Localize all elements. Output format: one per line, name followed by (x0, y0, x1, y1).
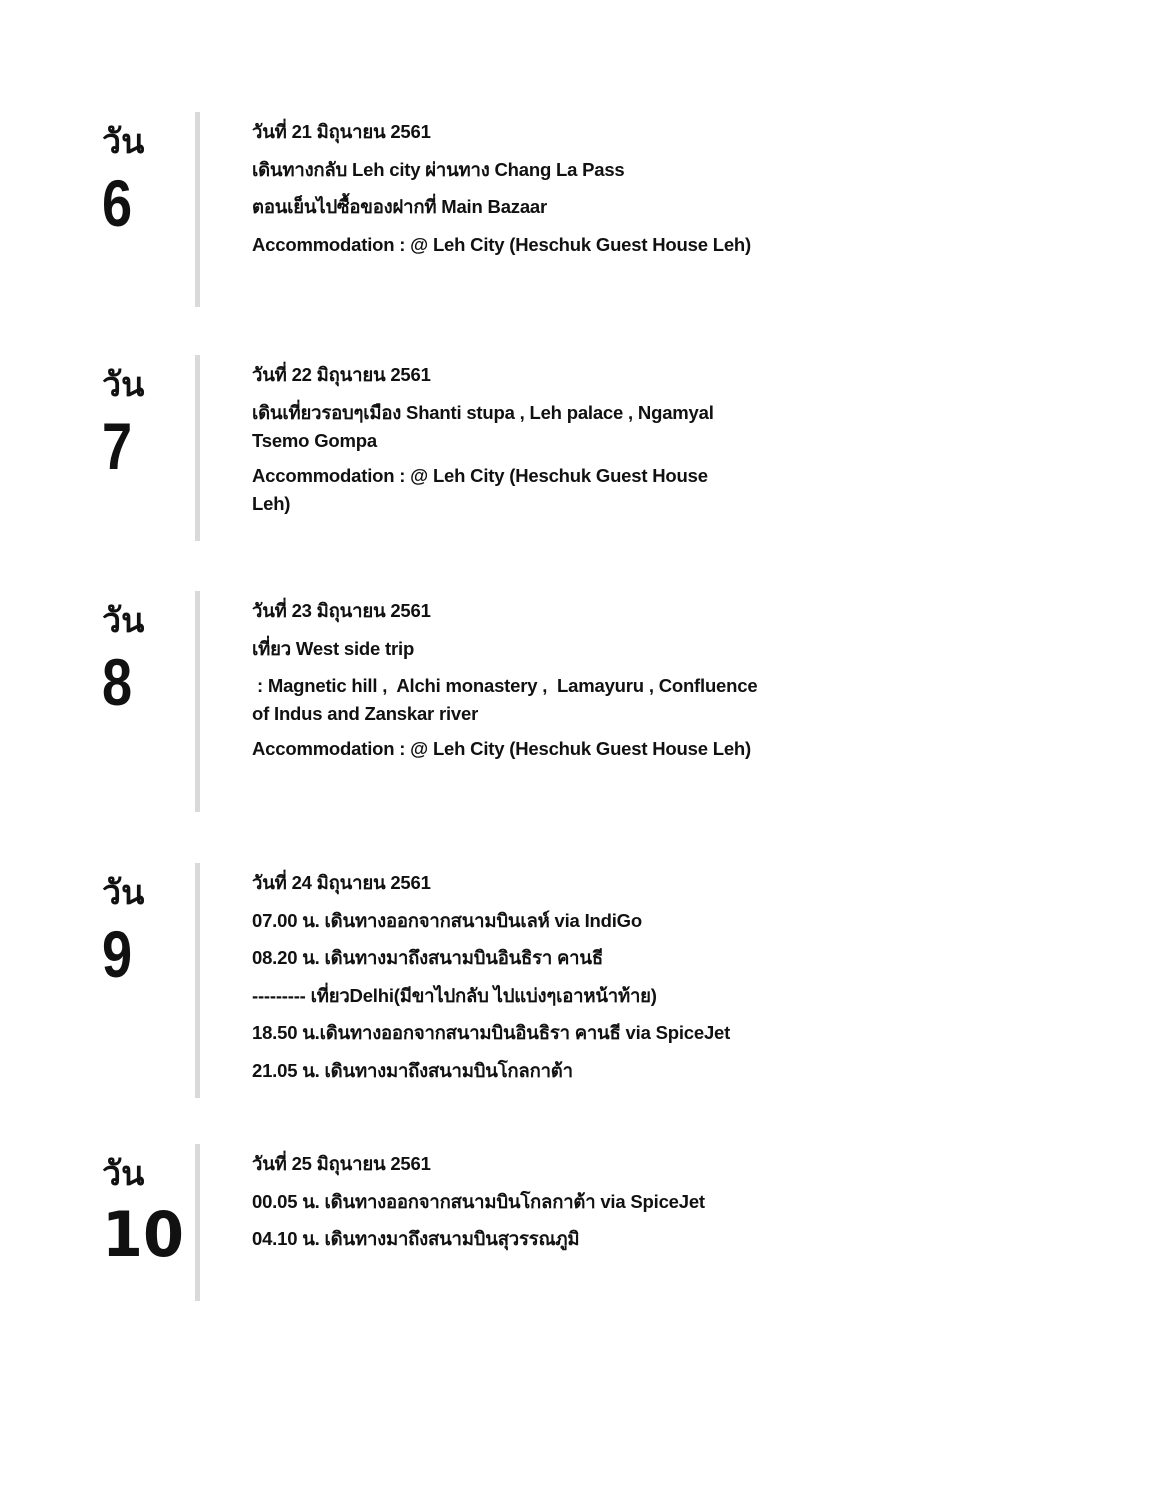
day-divider (195, 863, 200, 1098)
itinerary-line: 21.05 น. เดินทางมาถึงสนามบินโกลกาต้า (252, 1059, 573, 1081)
day-label: วัน (102, 1154, 145, 1194)
itinerary-line: : Magnetic hill , Alchi monastery , Lamayuru , Confluence of Indus and Zanskar river (252, 675, 763, 724)
day-number: 6 (102, 166, 133, 240)
day-divider (195, 112, 200, 307)
day-section-10 (0, 1144, 1159, 1301)
itinerary-line: 07.00 น. เดินทางออกจากสนามบินเลห์ via IndiGo (252, 909, 642, 931)
day-divider (195, 1144, 200, 1301)
itinerary-line: เดินเที่ยวรอบๆเมือง Shanti stupa , Leh palace , Ngamyal Tsemo Gompa (252, 401, 714, 451)
itinerary-line: เดินทางกลับ Leh city ผ่านทาง Chang La Pass (252, 158, 625, 180)
day-label: วัน (102, 365, 145, 405)
day-divider (195, 591, 200, 812)
itinerary-line: 08.20 น. เดินทางมาถึงสนามบินอินธิรา คานธี (252, 947, 603, 968)
day-date: วันที่ 23 มิถุนายน 2561 (252, 600, 431, 621)
day-section-7 (0, 355, 1159, 541)
itinerary-line: ตอนเย็นไปซื้อของฝากที่ Main Bazaar (252, 196, 548, 217)
itinerary-line: เที่ยว West side trip (252, 637, 415, 659)
itinerary-line: 00.05 น. เดินทางออกจากสนามบินโกลกาต้า via SpiceJet (252, 1190, 705, 1212)
day-number: 8 (102, 645, 133, 719)
day-divider (195, 355, 200, 541)
day-label: วัน (102, 601, 145, 641)
day-number: 7 (102, 409, 133, 483)
accommodation-line: Accommodation : @ Leh City (Heschuk Guest House Leh) (252, 464, 708, 514)
itinerary-line: --------- เที่ยวDelhi(มีขาไปกลับ ไปแบ่งๆเอาหน้าท้าย) (252, 984, 657, 1006)
day-section-8 (0, 591, 1159, 812)
day-date: วันที่ 22 มิถุนายน 2561 (252, 364, 431, 385)
day-section-9 (0, 863, 1159, 1098)
itinerary-line: 18.50 น.เดินทางออกจากสนามบินอินธิรา คานธี via SpiceJet (252, 1022, 731, 1043)
day-number: 9 (102, 917, 133, 991)
day-details (252, 118, 792, 268)
day-date: วันที่ 21 มิถุนายน 2561 (252, 121, 431, 142)
accommodation-line: Accommodation : @ Leh City (Heschuk Guest House Leh) (252, 233, 751, 255)
accommodation-line: Accommodation : @ Leh City (Heschuk Guest House Leh) (252, 738, 751, 759)
day-details (252, 869, 812, 1094)
day-date: วันที่ 25 มิถุนายน 2561 (252, 1153, 431, 1174)
day-label: วัน (102, 873, 145, 913)
day-details (252, 597, 772, 773)
day-number: 10 (102, 1198, 184, 1271)
day-date: วันที่ 24 มิถุนายน 2561 (252, 872, 431, 893)
day-details (252, 1150, 812, 1263)
day-details (252, 361, 732, 527)
day-section-6 (0, 112, 1159, 307)
itinerary-line: 04.10 น. เดินทางมาถึงสนามบินสุวรรณภูมิ (252, 1228, 580, 1249)
day-label: วัน (102, 122, 145, 162)
